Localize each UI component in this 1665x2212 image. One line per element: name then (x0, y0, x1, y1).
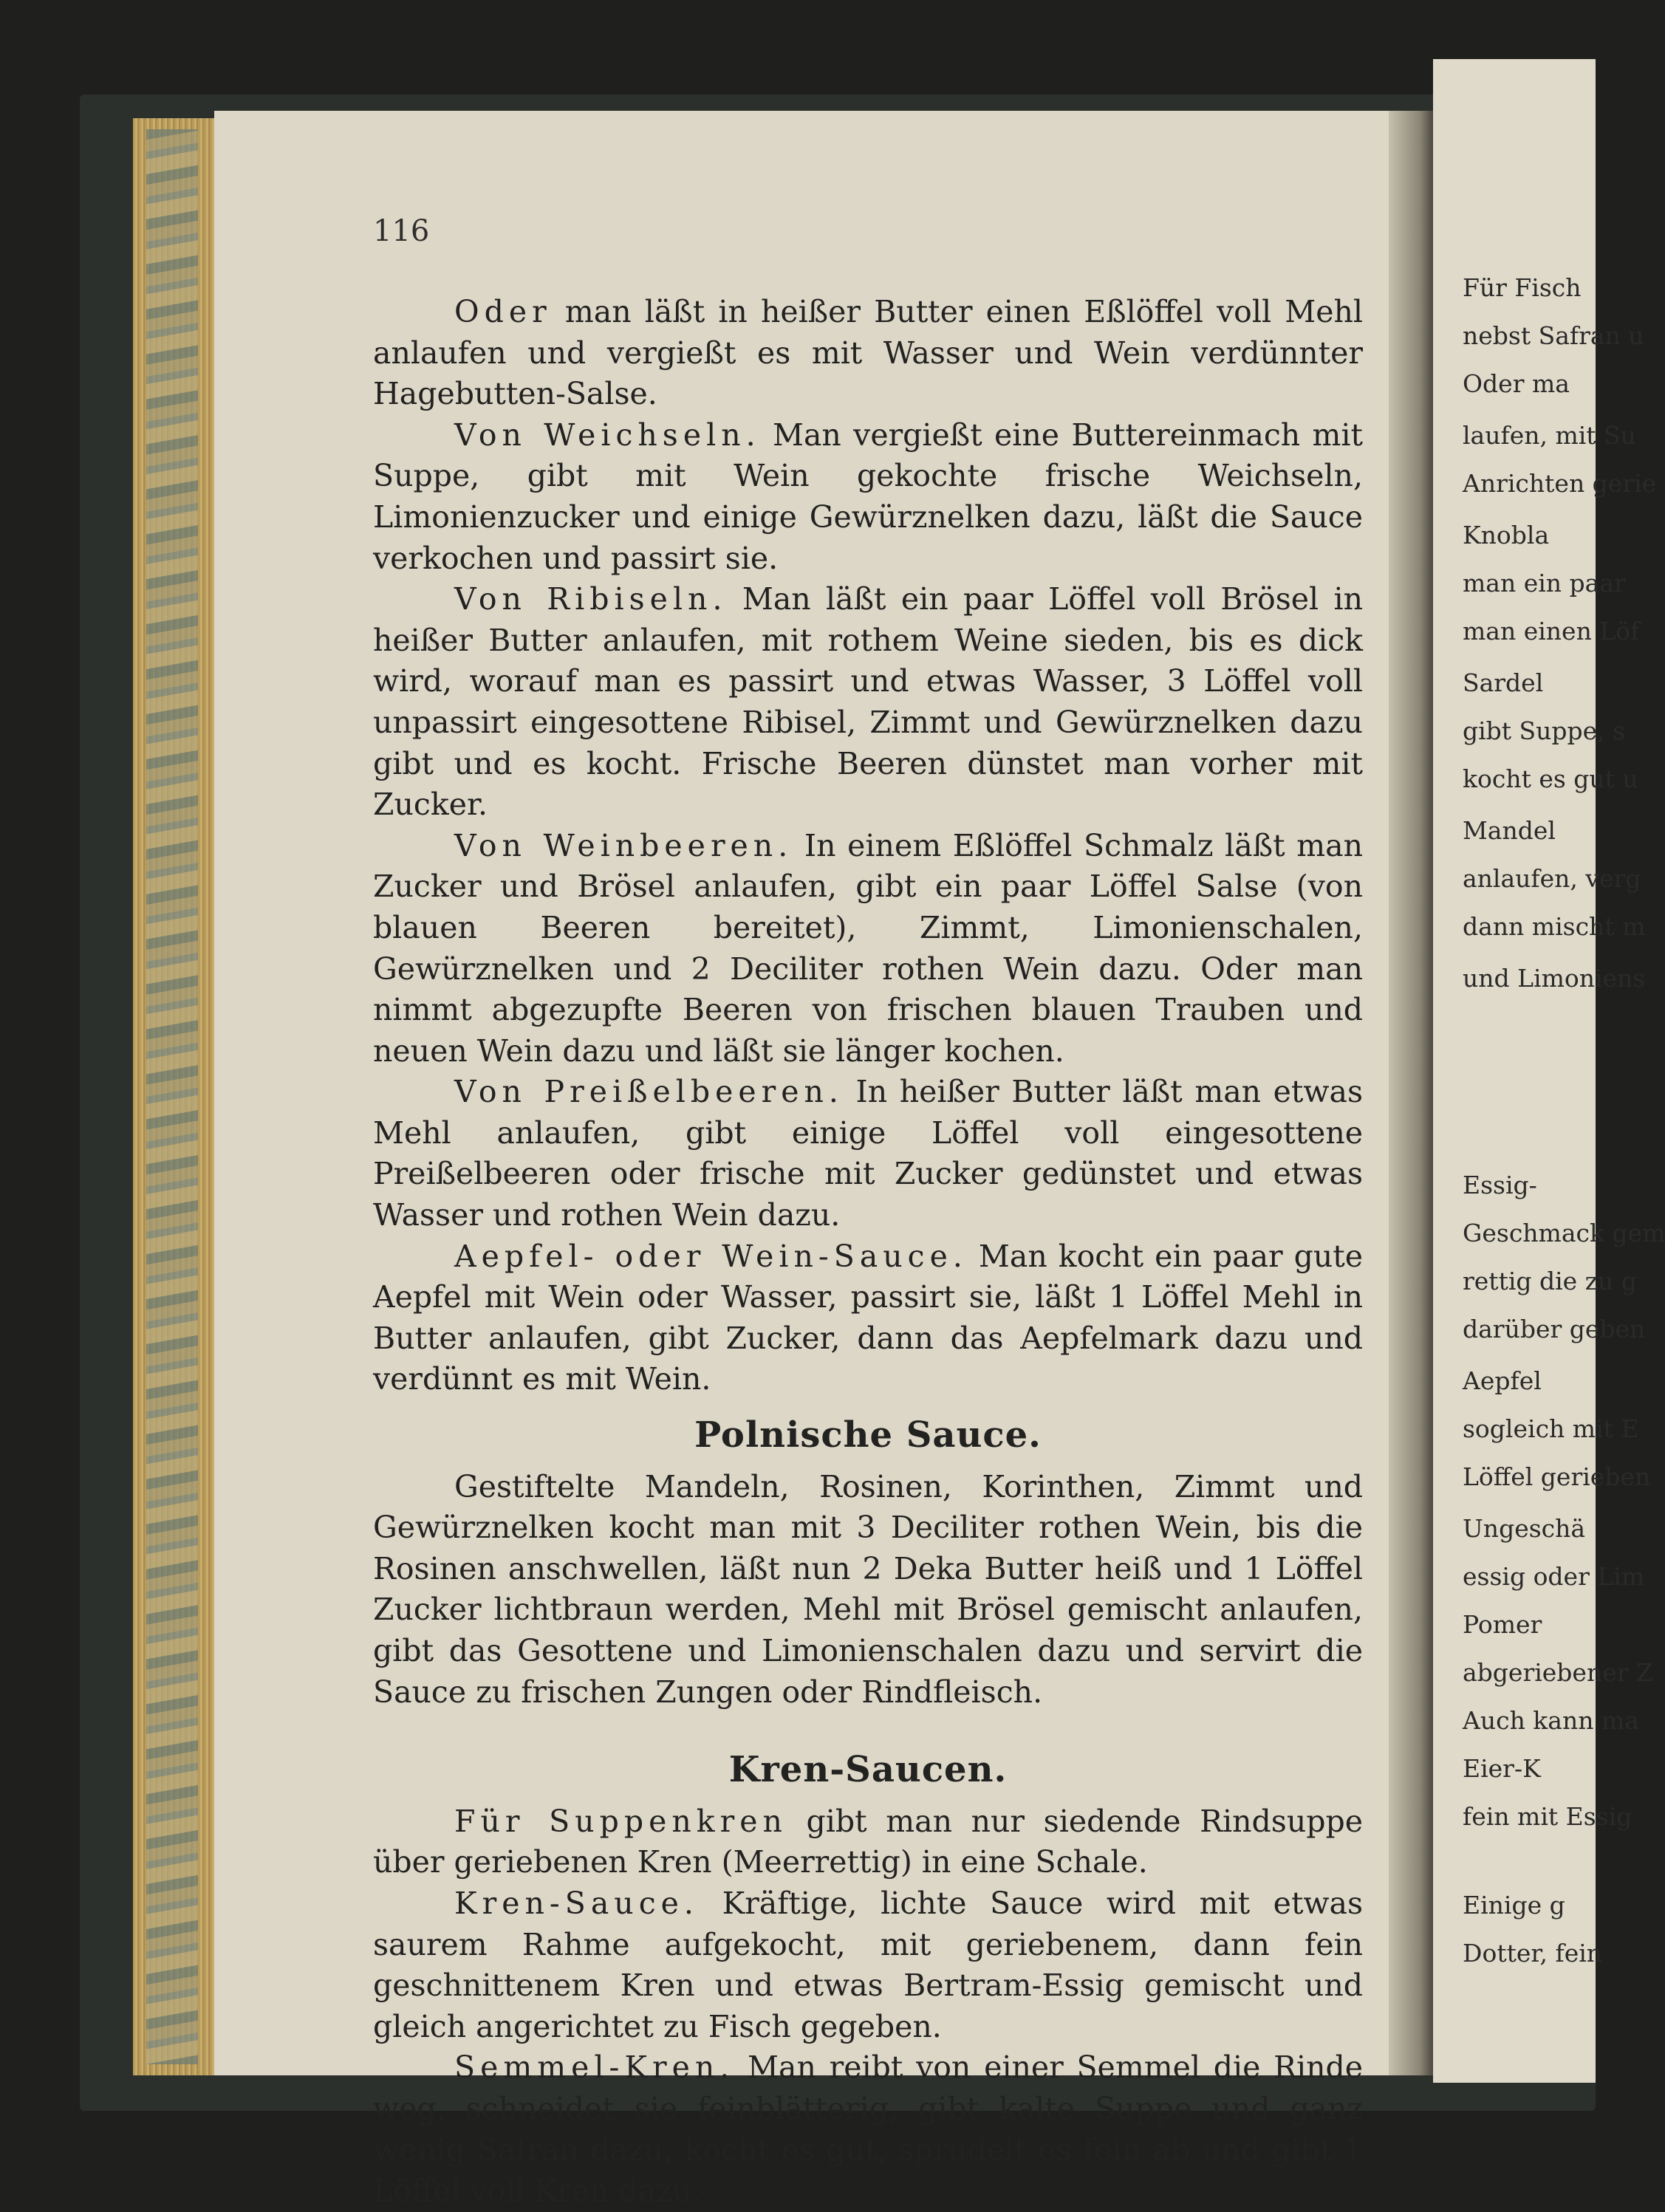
right-page-line: Aepfel (1463, 1366, 1542, 1395)
right-page-line: sogleich mit E (1463, 1414, 1639, 1443)
right-page-line: Sardel (1463, 668, 1544, 697)
right-page-line: darüber geben (1463, 1315, 1646, 1343)
marbled-edge (146, 129, 198, 2064)
paragraph-1 (373, 415, 1363, 579)
right-page-line: abgeriebener Z (1463, 1658, 1653, 1687)
right-page-line: Eier-K (1463, 1754, 1541, 1783)
right-page-line: rettig die zu g (1463, 1267, 1637, 1295)
right-page-line: Einige g (1463, 1891, 1565, 1920)
right-page-line: nebst Safran u (1463, 321, 1644, 350)
right-page-line: Dotter, fein (1463, 1939, 1603, 1968)
paragraph-0 (373, 292, 1363, 415)
paragraph-body: Kräftige, lichte Sauce wird mit etwas saurem Rahme aufgekocht, mit geriebenem, dann fein geschnittenem Kren und etwas Bertram-Essig gemischt und gleich angerichtet zu Fisch gegeben. (373, 1885, 1363, 2044)
paragraph-lead: Von Ribiseln. (454, 581, 728, 617)
paragraph-body: In einem Eßlöffel Schmalz läßt man Zucker und Brösel anlaufen, gibt ein paar Löffel Salse (von blauen Beeren bereitet), Zimmt, Limonienschalen, Gewürznelken und 2 Deciliter rothen Wein dazu. Oder man nimmt abgezupfte Beeren von frischen blauen Trauben und neuen Wein dazu und läßt sie länger kochen. (373, 827, 1363, 1069)
paragraph-polnische-sauce: Gestiftelte Mandeln, Rosinen, Korinthen, Zimmt und Gewürznelken kocht man mit 3 Deciliter rothen Wein, bis die Rosinen anschwellen, läßt nun 2 Deka Butter heiß und 1 Löffel Zucker lichtbraun werden, Mehl mit Brösel gemischt anlaufen, gibt das Gesottene und Limonienschalen dazu und servirt die Sauce zu frischen Zungen oder Rindfleisch. (373, 1468, 1363, 1710)
paragraph-5 (373, 1236, 1363, 1400)
paragraph-lead: Semmel-Kren. (454, 2050, 735, 2086)
right-page-line: Auch kann ma (1463, 1706, 1639, 1735)
heading-kren-saucen: Kren-Saucen. (728, 1749, 1008, 1791)
paragraph-body: man läßt in heißer Butter einen Eßlöffel voll Mehl anlaufen und vergießt es mit Wasser und Wein verdünnter Hagebutten-Salse. (373, 294, 1363, 412)
paragraph-lead: Von Weichseln. (454, 417, 761, 453)
paragraphs-kren (373, 1801, 1363, 2212)
paragraph-lead: Von Preißelbeeren. (454, 1074, 844, 1110)
paragraph-2 (373, 579, 1363, 826)
right-page-line: kocht es gut u (1463, 764, 1638, 793)
right-page-line: Pomer (1463, 1610, 1542, 1639)
right-page-line: Geschmack gem (1463, 1219, 1665, 1247)
right-page-line: und Limoniens (1463, 964, 1646, 993)
paragraph-body: In heißer Butter läßt man etwas Mehl anlaufen, gibt einige Löffel voll eingesottene Preißelbeeren oder frische mit Zucker gedünstet und etwas Wasser und rothen Wein dazu. (373, 1074, 1363, 1233)
right-page-line: man ein paar (1463, 569, 1626, 597)
heading-polnische-sauce: Polnische Sauce. (694, 1414, 1042, 1456)
right-page-line: dann mischt m (1463, 912, 1646, 941)
right-page-line: Ungeschä (1463, 1514, 1586, 1543)
paragraph-body: gibt man nur siedende Rindsuppe über geriebenen Kren (Meerrettig) in eine Schale. (373, 1803, 1363, 1880)
paragraph-body: Man kocht ein paar gute Aepfel mit Wein oder Wasser, passirt sie, läßt 1 Löffel Mehl in Butter anlaufen, gibt Zucker, dann das Aepfelmark dazu und verdünnt es mit Wein. (373, 1238, 1363, 1397)
paragraph-3 (373, 826, 1363, 1072)
right-page-line: Für Fisch (1463, 273, 1582, 302)
right-page-line: gibt Suppe, s (1463, 716, 1626, 745)
kren-paragraph-2 (373, 2047, 1363, 2211)
paragraph-lead: Kren-Sauce. (454, 1885, 699, 1921)
paragraph-lead: Für Suppenkren (454, 1803, 787, 1839)
paragraph-lead: Aepfel- oder Wein-Sauce. (454, 1238, 968, 1274)
right-page-line: Knobla (1463, 521, 1550, 549)
paragraph-lead: Von Weinbeeren. (454, 827, 793, 863)
right-page-line: Essig- (1463, 1171, 1537, 1199)
right-page-line: Oder ma (1463, 369, 1570, 398)
right-page-line: anlaufen, verg (1463, 864, 1641, 893)
kren-paragraph-1 (373, 1883, 1363, 2047)
right-page-line: Anrichten gerie (1463, 469, 1657, 498)
paragraph-4 (373, 1072, 1363, 1236)
right-page-line: laufen, mit Su (1463, 421, 1636, 450)
kren-paragraph-0 (373, 1801, 1363, 1883)
paragraph-body: Man reibt von einer Semmel die Rinde weg, schneidet sie feinblätterig, gibt kalte Suppe und ganz wenig Safran dazu, kocht es gut, sprudelt es fein ab und gibt 1 Löffel voll Kren dazu. (373, 2050, 1363, 2209)
page-number: 116 (373, 214, 430, 248)
paragraph-body: Man vergießt eine Buttereinmach mit Suppe, gibt mit Wein gekochte frische Weichseln, Limonienzucker und einige Gewürznelken dazu, läßt die Sauce verkochen und passirt sie. (373, 417, 1363, 576)
right-page-line: fein mit Essig (1463, 1802, 1632, 1831)
page-text (373, 292, 1363, 2212)
book-gutter (1389, 111, 1433, 2075)
paragraph-lead: Oder (454, 294, 552, 329)
right-page-line: Mandel (1463, 816, 1556, 845)
paragraphs-top (373, 292, 1363, 1400)
paragraph-body: Man läßt ein paar Löffel voll Brösel in heißer Butter anlaufen, mit rothem Weine sieden, bis es dick wird, worauf man es passirt und etwas Wasser, 3 Löffel voll unpassirt eingesottene Ribisel, Zimmt und Gewürznelken dazu gibt und es kocht. Frische Beeren dünstet man vorher mit Zucker. (373, 581, 1363, 823)
right-page (1433, 59, 1665, 2083)
right-page-line: essig oder Lim (1463, 1562, 1645, 1591)
right-page-line: Löffel gerieben (1463, 1462, 1651, 1491)
right-page-line: man einen Löf (1463, 617, 1640, 646)
